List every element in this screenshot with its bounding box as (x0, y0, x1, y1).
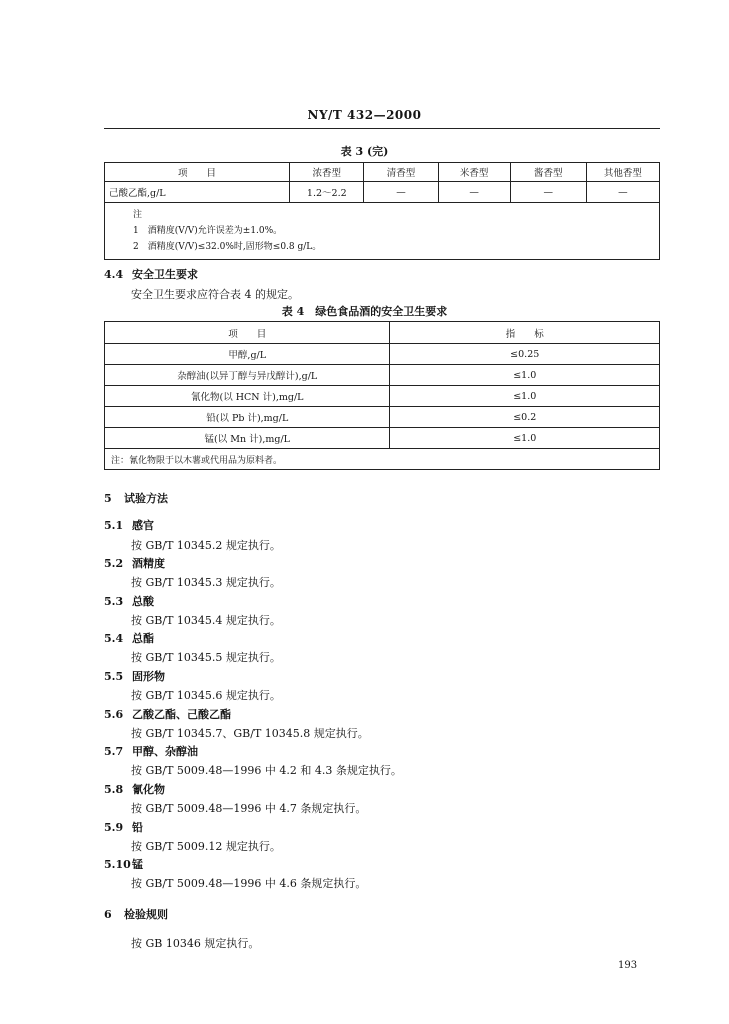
section-6-heading (104, 906, 168, 922)
table3-notes-title: 注 (133, 210, 143, 220)
table-cell: ≤1.0 (390, 365, 660, 386)
section-title: 甲醇、杂醇油 (132, 745, 198, 758)
table-row (105, 407, 660, 428)
section-5-3-heading (104, 593, 154, 609)
standard-header: NY/T 432—2000 (307, 108, 422, 122)
table-cell: — (586, 182, 659, 203)
section-number: 5.1 (104, 519, 124, 532)
section-5-8-text: 按 GB/T 5009.48—1996 中 4.7 条规定执行。 (131, 802, 367, 815)
section-title: 酒精度 (132, 557, 165, 570)
table3-header-nongxiang: 浓香型 (290, 163, 364, 182)
section-title: 感官 (132, 519, 154, 532)
table4 (104, 321, 660, 470)
table3-header-item: 项 目 (105, 163, 290, 182)
section-5-7-text: 按 GB/T 5009.48—1996 中 4.2 和 4.3 条规定执行。 (131, 764, 402, 777)
table3-caption: 表 3 (完) (340, 145, 389, 158)
section-5-3-text: 按 GB/T 10345.4 规定执行。 (131, 614, 281, 627)
table3-notes-row (105, 203, 660, 260)
section-5-2-heading (104, 555, 165, 571)
section-5-1-heading (104, 517, 154, 533)
section-5-5-heading (104, 668, 165, 684)
table4-caption: 表 4 绿色食品酒的安全卫生要求 (281, 305, 448, 318)
table-cell: 锰(以 Mn 计),mg/L (105, 428, 390, 449)
section-number: 5.10 (104, 858, 131, 871)
section-5-2-text: 按 GB/T 10345.3 规定执行。 (131, 576, 281, 589)
section-title: 检验规则 (124, 908, 168, 921)
section-title: 试验方法 (124, 492, 168, 505)
section-title: 总酸 (132, 595, 154, 608)
section-title: 安全卫生要求 (132, 268, 198, 281)
table3-header-row (105, 163, 660, 182)
section-5-4-text: 按 GB/T 10345.5 规定执行。 (131, 651, 281, 664)
table4-header-limit: 指 标 (390, 322, 660, 344)
table3-header-mixiang: 米香型 (438, 163, 510, 182)
table-row (105, 386, 660, 407)
section-5-10-text: 按 GB/T 5009.48—1996 中 4.6 条规定执行。 (131, 877, 367, 890)
section-6-text: 按 GB 10346 规定执行。 (131, 937, 260, 950)
table-row (105, 344, 660, 365)
table-row (105, 365, 660, 386)
section-title: 乙酸乙酯、己酸乙酯 (132, 708, 231, 721)
section-number: 5.9 (104, 821, 124, 834)
section-number: 5.7 (104, 745, 124, 758)
section-5-10-heading (104, 856, 143, 872)
section-5-heading (104, 490, 168, 506)
section-5-9-text: 按 GB/T 5009.12 规定执行。 (131, 840, 281, 853)
table4-note: 注：氰化物限于以木薯或代用品为原料者。 (105, 449, 660, 470)
section-number: 5.4 (104, 632, 124, 645)
section-5-5-text: 按 GB/T 10345.6 规定执行。 (131, 689, 281, 702)
table4-header-item: 项 目 (105, 322, 390, 344)
table3-note-2: 2 酒精度(V/V)≤32.0%时,固形物≤0.8 g/L。 (133, 242, 322, 252)
section-title: 锰 (132, 858, 143, 871)
table-cell: — (438, 182, 510, 203)
section-number: 5.5 (104, 670, 124, 683)
section-number: 5.8 (104, 783, 124, 796)
section-title: 氰化物 (132, 783, 165, 796)
table3-header-other: 其他香型 (586, 163, 659, 182)
table3-notes (105, 203, 660, 260)
table3-header-jiangxiang: 酱香型 (510, 163, 586, 182)
page-number: 193 (618, 960, 638, 971)
section-number: 5.6 (104, 708, 124, 721)
table-cell: — (510, 182, 586, 203)
table-row (105, 182, 660, 203)
table-cell: ≤0.2 (390, 407, 660, 428)
table-cell: 杂醇油(以异丁醇与异戊醇计),g/L (105, 365, 390, 386)
section-number: 5.3 (104, 595, 124, 608)
section-number: 6 (104, 908, 112, 921)
section-4-4-text: 安全卫生要求应符合表 4 的规定。 (131, 288, 299, 301)
section-5-9-heading (104, 819, 143, 835)
table4-note-row (105, 449, 660, 470)
section-title: 铅 (132, 821, 143, 834)
table-cell: 铅(以 Pb 计),mg/L (105, 407, 390, 428)
section-number: 5.2 (104, 557, 124, 570)
table-cell: ≤0.25 (390, 344, 660, 365)
table3 (104, 162, 660, 260)
section-number: 5 (104, 492, 112, 505)
table-row (105, 428, 660, 449)
table-cell: — (364, 182, 438, 203)
section-5-8-heading (104, 781, 165, 797)
section-number: 4.4 (104, 268, 124, 281)
section-title: 固形物 (132, 670, 165, 683)
table3-header-qingxiang: 清香型 (364, 163, 438, 182)
section-title: 总酯 (132, 632, 154, 645)
section-5-6-text: 按 GB/T 10345.7、GB/T 10345.8 规定执行。 (131, 727, 369, 740)
header-rule (104, 128, 660, 129)
table-cell: 1.2～2.2 (290, 182, 364, 203)
section-5-7-heading (104, 743, 198, 759)
table3-note-1: 1 酒精度(V/V)允许误差为±1.0%。 (133, 226, 283, 236)
table-cell: ≤1.0 (390, 386, 660, 407)
table-cell: 甲醇,g/L (105, 344, 390, 365)
section-5-4-heading (104, 630, 154, 646)
section-5-6-heading (104, 706, 231, 722)
table4-header-row (105, 322, 660, 344)
section-5-1-text: 按 GB/T 10345.2 规定执行。 (131, 539, 281, 552)
table-cell: 氰化物(以 HCN 计),mg/L (105, 386, 390, 407)
table-cell: ≤1.0 (390, 428, 660, 449)
table-cell: 己酸乙酯,g/L (105, 182, 290, 203)
section-4-4-heading (104, 266, 198, 282)
